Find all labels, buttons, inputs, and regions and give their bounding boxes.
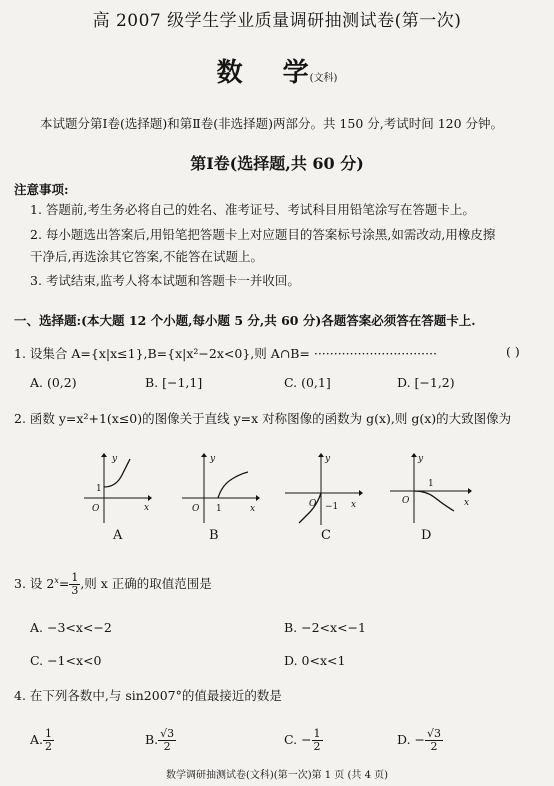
question-3-option-d: D. 0<x<1 [284,653,346,668]
graph-d-one-label: 1 [428,479,434,489]
question-4-option-c-label: C. − [284,732,312,747]
graph-d-x-label: x [464,498,470,508]
question-4-option-a-label: A. [30,732,44,747]
question-1-option-c: C. (0,1] [284,375,331,390]
question-3-option-c: C. −1<x<0 [30,653,102,668]
question-4-option-c-fraction [312,728,323,753]
graph-b-x-label: x [250,504,256,514]
page-footer: 数学调研抽测试卷(文科)(第一次)第 1 页 (共 4 页) [165,770,389,781]
graph-d-label: D [421,528,432,543]
question-4-option-c-den: 2 [313,740,321,753]
question-3-fraction [69,572,80,597]
question-3-exponent: x [54,575,59,585]
graph-c [283,453,363,528]
question-1-stem: 1. 设集合 A={x|x≤1},B={x|x²−2x<0},则 A∩B= ······························· [14,346,438,361]
question-3-option-a: A. −3<x<−2 [30,620,112,635]
question-4-option-a [30,728,54,753]
subject-char-2: 学 [282,58,309,88]
subject-char-1: 数 [216,58,243,88]
question-4-option-b-fraction [158,728,176,753]
question-4-option-a-fraction [43,728,54,753]
question-4-stem: 4. 在下列各数中,与 sin2007°的值最接近的数是 [14,688,282,703]
graph-b-origin: O [192,504,200,514]
graph-c-neg-one-label: −1 [325,502,339,512]
question-3-frac-num: 1 [71,571,79,584]
graph-a-one-label: 1 [96,484,102,494]
graph-a-y-label: y [112,454,118,464]
question-4-option-a-num: 1 [45,727,53,740]
question-3-frac-den: 3 [71,584,79,597]
question-4-option-b [145,728,176,753]
question-3-equals: = [58,576,70,591]
graph-b-label: B [209,528,219,543]
question-4-option-d-label: D. − [397,732,425,747]
graph-a-origin: O [92,504,100,514]
question-3-suffix: ,则 x 正确的取值范围是 [80,576,212,591]
question-4-option-d-fraction [425,728,443,753]
graph-c-x-label: x [351,500,357,510]
question-1-option-d: D. [−1,2) [397,375,455,390]
notice-item-2-cont: 干净后,再选涂其它答案,不能答在试题上。 [30,249,263,264]
question-4-option-b-num: √3 [160,727,175,740]
notice-item-3: 3. 考试结束,监考人将本试题和答题卡一并收回。 [30,273,300,288]
question-4-option-d-den: 2 [430,740,438,753]
question-2-stem: 2. 函数 y=x²+1(x≤0)的图像关于直线 y=x 对称图像的函数为 g(x),则 g(x)的大致图像为 [14,411,512,426]
graph-c-label: C [321,528,331,543]
question-1-option-b: B. [−1,1] [145,375,203,390]
graph-c-y-label: y [325,454,331,464]
section-heading: 一、选择题:(本大题 12 个小题,每小题 5 分,共 60 分)各题答案必须答在答题卡上. [14,313,476,328]
question-4-option-b-label: B. [145,732,159,747]
graph-d [388,453,473,528]
exam-intro: 本试题分第Ⅰ卷(选择题)和第Ⅱ卷(非选择题)两部分。共 150 分,考试时间 120 分钟。 [40,116,504,131]
question-3-stem [14,572,212,597]
subject-heading [0,52,554,89]
graph-b [180,453,260,528]
question-4-option-c-num: 1 [313,727,321,740]
notice-item-2: 2. 每小题选出答案后,用铅笔把答题卡上对应题目的答案标号涂黑,如需改动,用橡皮擦 [30,227,496,242]
question-1-answer-paren: ( ) [506,344,520,359]
exam-title: 高 2007 级学生学业质量调研抽测试卷(第一次) [92,11,462,31]
question-3-option-b: B. −2<x<−1 [284,620,366,635]
subject-note: (文科) [309,73,338,84]
question-4-option-a-den: 2 [45,740,53,753]
graph-c-origin: O [309,499,317,509]
graph-b-one-label: 1 [216,504,222,514]
question-4-option-c [284,728,323,753]
question-1-option-a: A. (0,2) [30,375,77,390]
question-4-option-d [397,728,443,753]
graph-a-label: A [113,528,123,543]
notice-heading: 注意事项: [14,182,69,197]
graph-d-y-label: y [418,454,424,464]
part-title: 第Ⅰ卷(选择题,共 60 分) [190,154,364,173]
graph-a [82,453,152,528]
question-3-prefix: 3. 设 2 [14,576,55,591]
graph-d-origin: O [402,496,410,506]
graph-a-x-label: x [144,503,150,513]
question-4-option-b-den: 2 [163,740,171,753]
notice-item-1: 1. 答题前,考生务必将自己的姓名、准考证号、考试科目用铅笔涂写在答题卡上。 [30,202,475,217]
question-4-option-d-num: √3 [427,727,442,740]
graph-b-y-label: y [210,454,216,464]
